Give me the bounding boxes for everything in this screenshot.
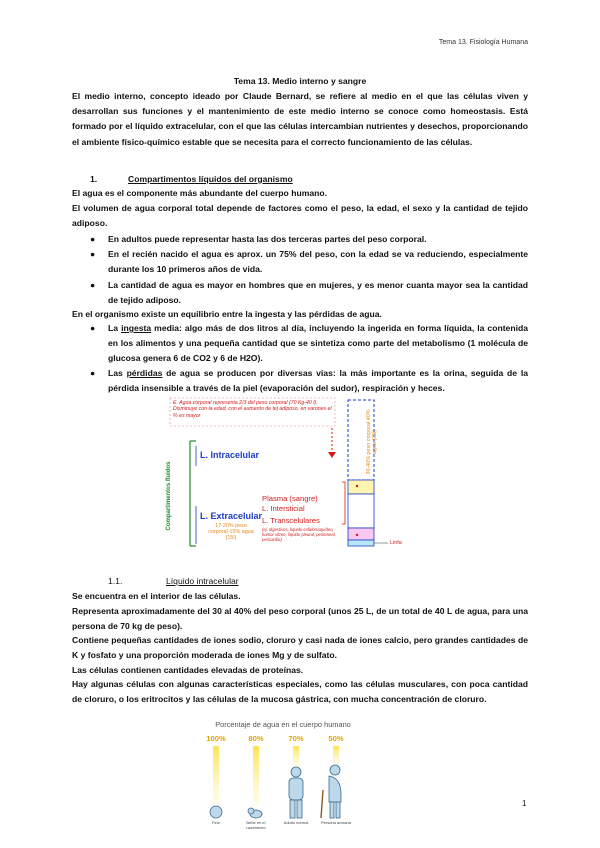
percent-elderly: 50% <box>328 734 344 743</box>
percent-adult: 70% <box>288 734 304 743</box>
bullet-dot: ● <box>90 323 96 333</box>
percent-fetus: 100% <box>206 734 226 743</box>
page-number: 1 <box>522 799 527 808</box>
water-figures-svg <box>195 744 371 824</box>
section-1-p3: En el organismo existe un equilibrio entre la ingesta y las pérdidas de agua. <box>72 309 382 319</box>
bullet-dot: ● <box>90 280 96 290</box>
bullet-dot: ● <box>90 249 96 259</box>
transcelulares-note: (ej. digestivos, líquido cefalorraquídeo, humor vítreo, líquido pleural, peritoneal, pericardio) <box>262 527 336 542</box>
caption-elderly: Persona anciana <box>320 820 352 825</box>
bullet-ingesta <box>90 321 528 367</box>
percent-baby: 80% <box>248 734 264 743</box>
section-1-p2: El volumen de agua corporal total depende de factores como el peso, la edad, el sexo y la cantidad de tejido adiposo. <box>72 203 528 229</box>
bar-note: 30-40% peso corporal 40% agua (25l) <box>366 409 378 475</box>
figure-2-title: Porcentaje de agua en el cuerpo humano <box>215 720 351 729</box>
section-1-1-heading <box>72 576 239 586</box>
s11-line-4: Las células contienen cantidades elevadas de proteínas. <box>72 665 304 675</box>
s11-line-5: Hay algunas células con algunas características especiales, como las células musculares, con poca cantidad de cloruro, o los eritrocitos y las células de la mucosa gástrica, con mucha concentración de cloruro. <box>72 679 528 705</box>
bullet-dot: ● <box>90 368 96 378</box>
ingesta-text: media: algo más de dos litros al día, incluyendo la ingerida en forma líquida, la contenida en los alimentos y una pequeña cantidad que se sintetiza como parte del metabolismo (1 molécula de glucosa genera 6 de CO2 y 6 de H2O). <box>108 323 529 364</box>
plasma-label: Plasma (sangre) <box>262 494 318 503</box>
intracelular-label: L. Intracelular <box>200 450 260 460</box>
bullet-adults <box>90 232 528 247</box>
bullet-newborn <box>90 247 528 277</box>
bullet-perdidas <box>90 366 528 396</box>
bullet-text: La ingesta media: algo más de dos litros al día, incluyendo la ingerida en forma líquida, la contenida en los alimentos y una pequeña cantidad que se sintetiza como parte del metabolismo (1 molécula de glucosa genera 6 de CO2 y 6 de H2O). <box>108 323 529 364</box>
water-percentage-figure <box>195 720 371 832</box>
figure-note: E. Agua corporal representa 2/3 del peso corporal (70 Kg-40 l). Disminuye con la edad, con el aumento de tej adiposo, en varones el % es mayor <box>173 400 332 419</box>
extracelular-note: 17-20% peso corporal-15% agua (15l) <box>208 523 254 542</box>
s11-line-1: Se encuentra en el interior de las células. <box>72 591 241 601</box>
running-header: Tema 13. Fisiología Humana <box>438 39 528 46</box>
section-1-number: 1. <box>90 174 98 184</box>
intersticial-label: L. Intersticial <box>262 504 305 513</box>
compartments-label: Compartimentos fluidos <box>166 461 172 531</box>
perdidas-pre: Las <box>108 368 127 378</box>
caption-fetus: Feto <box>211 820 220 825</box>
transcelulares-label: L. Transcelulares <box>262 516 320 525</box>
linfa-label: Linfa <box>390 540 402 546</box>
section-1-title: Compartimentos líquidos del organismo <box>128 174 293 184</box>
bullet-dot: ● <box>90 234 96 244</box>
perdidas-term: pérdidas <box>126 368 163 378</box>
ingesta-term: ingesta <box>121 323 152 333</box>
s11-line-2: Representa aproximadamente del 30 al 40% del peso corporal (unos 25 L, de un total de 40 L de agua, para una persona de 70 kg de peso). <box>72 606 528 632</box>
bullet-text: En adultos puede representar hasta las dos terceras partes del peso corporal. <box>108 234 427 244</box>
bullet-sex <box>90 278 528 308</box>
bullet-text: En el recién nacido el agua es aprox. un 75% del peso, con la edad se va reduciendo, especialmente durante los 10 primeros años de vida. <box>108 249 528 275</box>
page-title: Tema 13. Medio interno y sangre <box>233 76 367 86</box>
perdidas-text: de agua se producen por diversas vías: la más importante es la orina, seguida de la pérdida insensible a través de la piel (evaporación del sudor), respiración y heces. <box>108 368 528 394</box>
section-1-1-title: Líquido intracelular <box>166 576 239 586</box>
compartments-figure <box>160 396 440 564</box>
section-1-1-number: 1.1. <box>108 576 123 586</box>
section-1-p1: El agua es el componente más abundante del cuerpo humano. <box>72 188 328 198</box>
extracelular-label: L. Extracelular <box>200 511 263 521</box>
bullet-text <box>108 366 528 396</box>
bullet-text: La cantidad de agua es mayor en hombres que en mujeres, y es menor cuanta mayor sea la cantidad de tejido adiposo. <box>108 280 528 306</box>
caption-baby: Bebe en el nacimiento <box>246 820 266 830</box>
s11-line-3: Contiene pequeñas cantidades de iones sodio, cloruro y casi nada de iones calcio, pero grandes cantidades de K y fosfato y una proporción moderada de iones Mg y de sulfato. <box>72 635 528 661</box>
intro-paragraph: El medio interno, concepto ideado por Claude Bernard, se refiere al medio en el que las células viven y desarrollan sus funciones y el mantenimiento de este medio interno se conoce como homeostasis. Está formado por el líquido extracelular, con el que las células intercambian nutrientes y desechos, proporcionando el ambiente físico-químico estable que se necesita para el correcto funcionamiento de las células. <box>72 91 528 147</box>
section-1-heading <box>72 174 293 184</box>
caption-adult: Adulto normal <box>283 820 309 825</box>
